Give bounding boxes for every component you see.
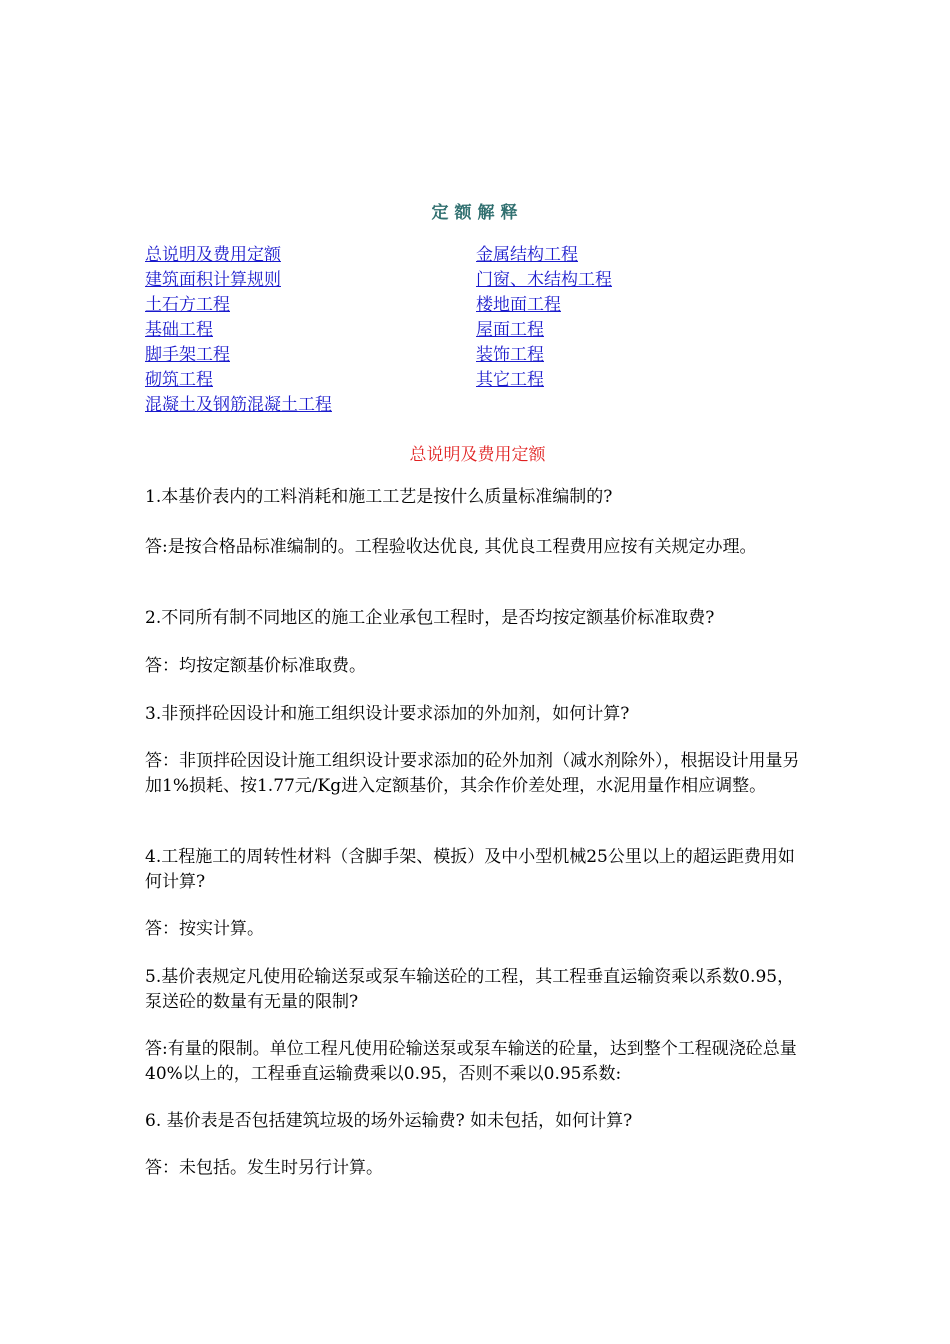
section-title: 总说明及费用定额 xyxy=(409,445,546,465)
answer-6: 答：未包括。发生时另行计算。 xyxy=(145,1158,383,1178)
toc-link-metal-structure[interactable]: 金属结构工程 xyxy=(476,245,578,265)
toc-link-building-area-rules[interactable]: 建筑面积计算规则 xyxy=(145,270,281,290)
toc-link-scaffolding[interactable]: 脚手架工程 xyxy=(145,345,230,365)
answer-2: 答：均按定额基价标准取费。 xyxy=(145,656,366,676)
document-title: 定额解释 xyxy=(431,203,524,223)
toc-link-decoration[interactable]: 装饰工程 xyxy=(476,345,544,365)
question-1: 1.本基价表内的工料消耗和施工工艺是按什么质量标准编制的? xyxy=(145,487,613,507)
toc-left-column xyxy=(145,243,332,418)
toc-link-foundation[interactable]: 基础工程 xyxy=(145,320,213,340)
toc-link-masonry[interactable]: 砌筑工程 xyxy=(145,370,213,390)
toc-link-general-fees[interactable]: 总说明及费用定额 xyxy=(145,245,281,265)
toc-link-earthwork[interactable]: 土石方工程 xyxy=(145,295,230,315)
toc-link-concrete[interactable]: 混凝土及钢筋混凝土工程 xyxy=(145,395,332,415)
question-4: 4.工程施工的周转性材料（含脚手架、模扳）及中小型机械25公里以上的超运距费用如何计算? xyxy=(145,847,795,892)
toc-link-doors-windows-wood[interactable]: 门窗、木结构工程 xyxy=(476,270,612,290)
toc-link-roofing[interactable]: 屋面工程 xyxy=(476,320,544,340)
answer-4: 答：按实计算。 xyxy=(145,919,264,939)
toc-link-flooring[interactable]: 楼地面工程 xyxy=(476,295,561,315)
answer-3: 答：非顶拌砼因设计施工组织设计要求添加的砼外加剂（减水剂除外），根据设计用量另加1%损耗、按1.77元/Kg进入定额基价，其余作价差处理，水泥用量作相应调整。 xyxy=(145,751,800,796)
question-3: 3.非预拌砼因设计和施工组织设计要求添加的外加剂，如何计算? xyxy=(145,704,630,724)
answer-5: 答:有量的限制。单位工程凡使用砼输送泵或泵车输送的砼量，达到整个工程砚浇砼总量40%以上的，工程垂直运输费乘以0.95，否则不乘以0.95系数: xyxy=(145,1039,797,1084)
toc-right-column xyxy=(476,243,612,393)
question-6: 6. 基价表是否包括建筑垃圾的场外运输费? 如未包括，如何计算? xyxy=(145,1111,633,1131)
toc-link-other[interactable]: 其它工程 xyxy=(476,370,544,390)
answer-1: 答:是按合格品标准编制的。工程验收达优良, 其优良工程费用应按有关规定办理。 xyxy=(145,537,757,557)
question-5: 5.基价表规定凡使用砼输送泵或泵车输送砼的工程，其工程垂直运输资乘以系数0.95，泵送砼的数量有无量的限制? xyxy=(145,967,795,1012)
question-2: 2.不同所有制不同地区的施工企业承包工程时，是否均按定额基价标准取费? xyxy=(145,608,715,628)
